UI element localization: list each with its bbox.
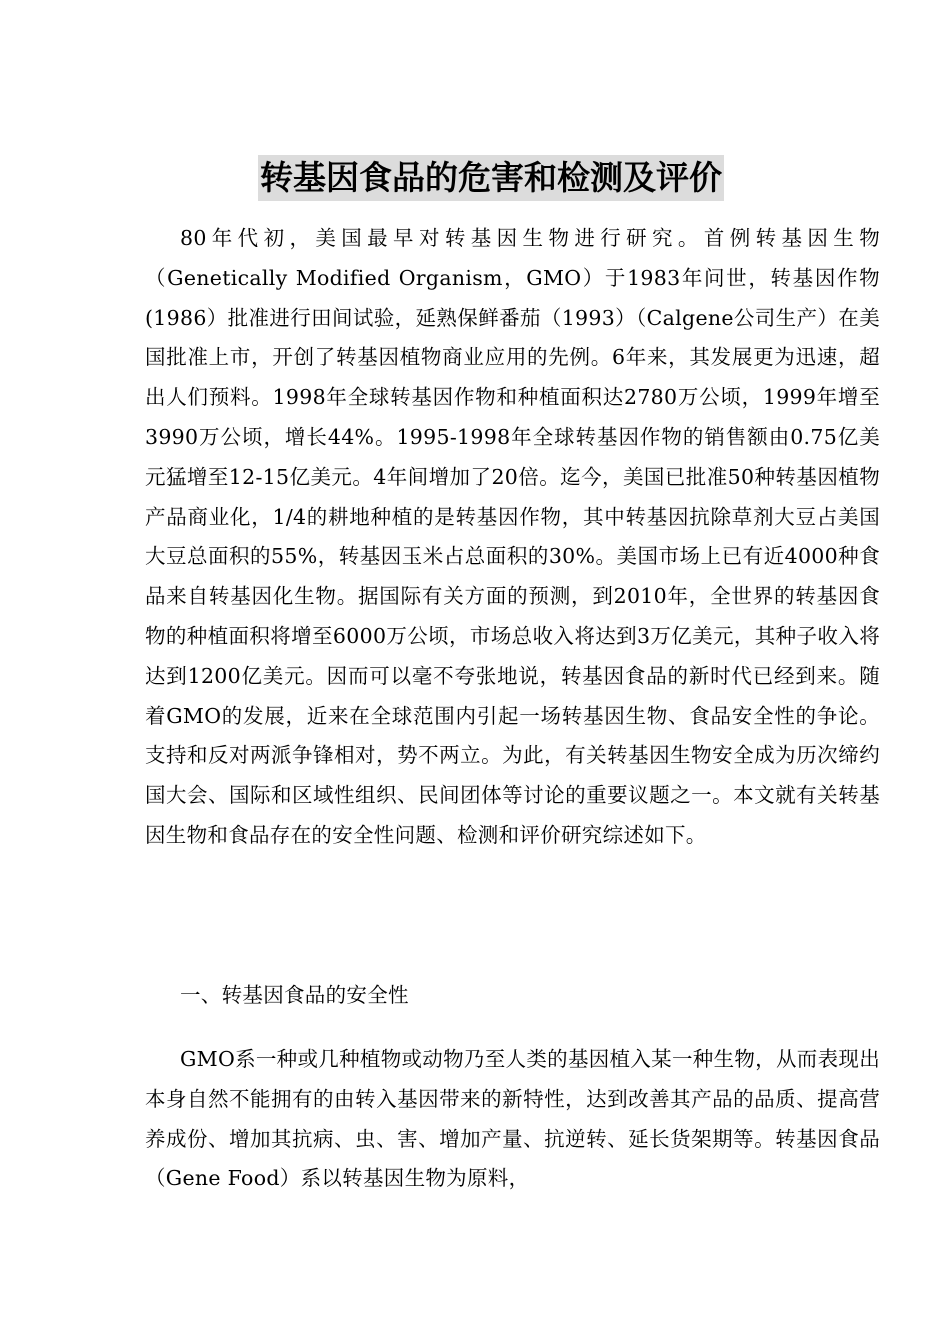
- title-container: [258, 155, 724, 201]
- document-title: 转基因食品的危害和检测及评价: [258, 155, 724, 201]
- intro-paragraph: 80年代初，美国最早对转基因生物进行研究。首例转基因生物（Genetically Modified Organism，GMO）于1983年问世，转基因作物(1986）批准进行田间试验，延熟保鲜番茄（1993）（Calgene公司生产）在美国批准上市，开创了转基因植物商业应用的先例。6年来，其发展更为迅速，超出人们预料。1998年全球转基因作物和种植面积达2780万公顷，1999年增至3990万公顷，增长44%。1995-1998年全球转基因作物的销售额由0.75亿美元猛增至12-15亿美元。4年间增加了20倍。迄今，美国已批准50种转基因植物产品商业化，1/4的耕地种植的是转基因作物，其中转基因抗除草剂大豆占美国大豆总面积的55%，转基因玉米占总面积的30%。美国市场上已有近4000种食品来自转基因化生物。据国际有关方面的预测，到2010年，全世界的转基因食物的种植面积将增至6000万公顷，市场总收入将达到3万亿美元，其种子收入将达到1200亿美元。因而可以毫不夸张地说，转基因食品的新时代已经到来。随着GMO的发展，近来在全球范围内引起一场转基因生物、食品安全性的争论。支持和反对两派争锋相对，势不两立。为此，有关转基因生物安全成为历次缔约国大会、国际和区域性组织、民间团体等讨论的重要议题之一。本文就有关转基因生物和食品存在的安全性问题、检测和评价研究综述如下。: [145, 226, 880, 847]
- section-heading: 一、转基因食品的安全性: [180, 983, 409, 1007]
- body-paragraph: GMO系一种或几种植物或动物乃至人类的基因植入某一种生物，从而表现出本身自然不能拥有的由转入基因带来的新特性，达到改善其产品的品质、提高营养成份、增加其抗病、虫、害、增加产量、抗逆转、延长货架期等。转基因食品（Gene Food）系以转基因生物为原料，: [145, 1047, 880, 1191]
